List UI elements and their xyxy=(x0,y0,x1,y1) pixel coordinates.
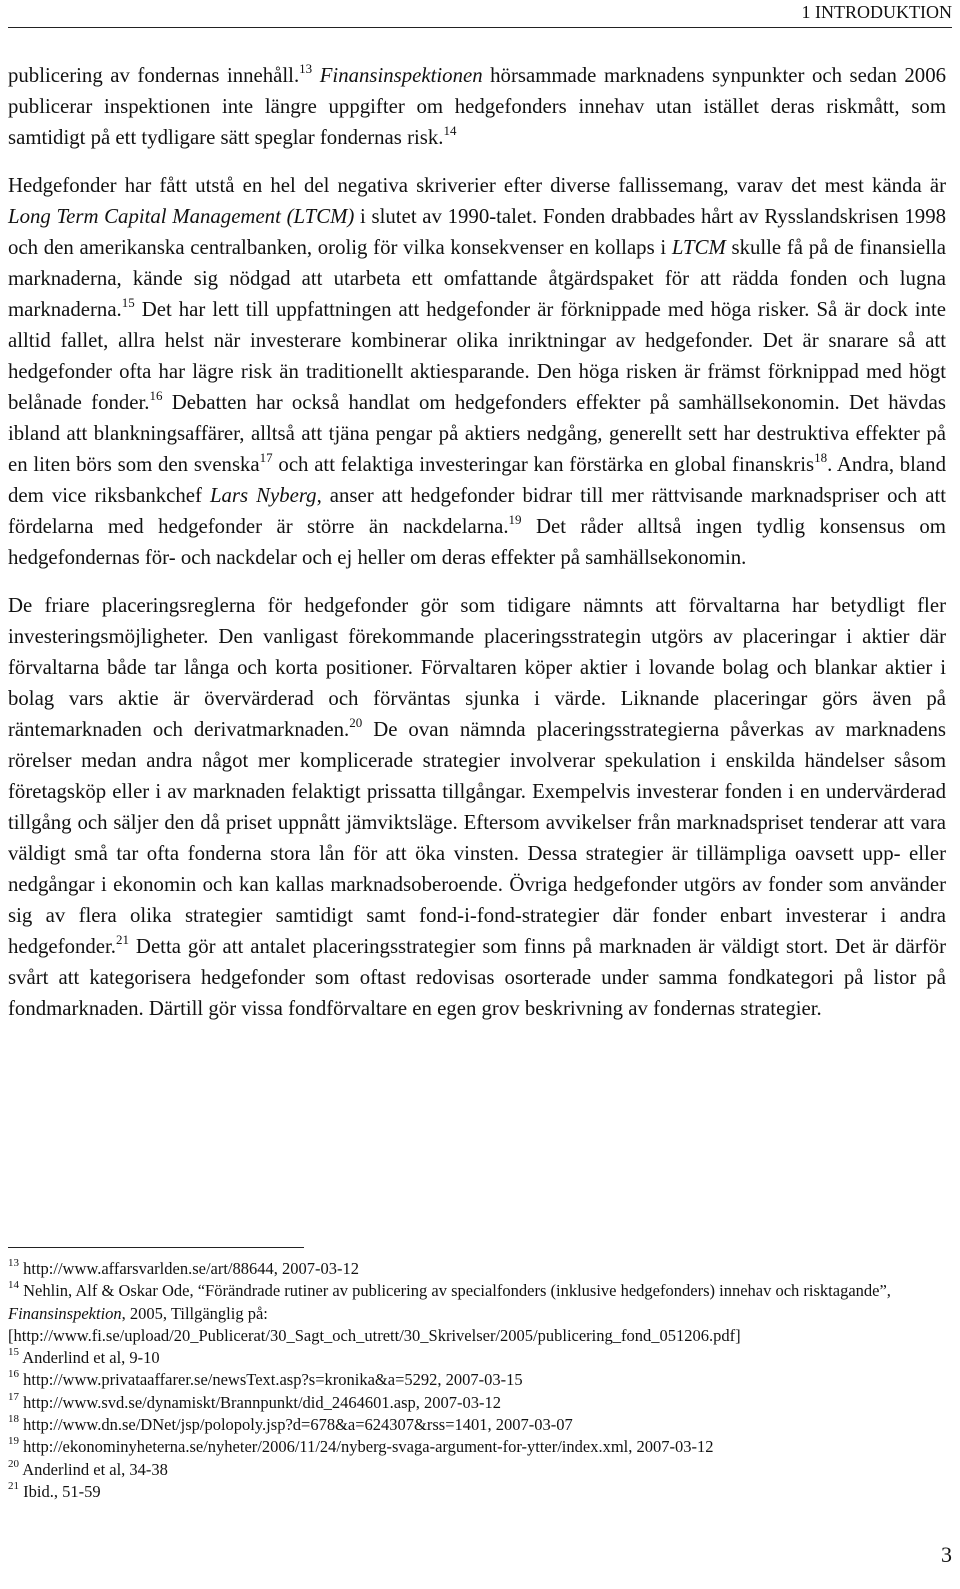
footnote-separator xyxy=(8,1247,304,1248)
text-run: De ovan nämnda placeringsstrategierna påverkas av marknadens rörelser medan andra något mer komplicerade strategier involverar spekulation i enskilda händelser såsom företagsköp eller i av marknaden felaktigt prissatta tillgångar. Exempelvis investerar fonden i en undervärderad tillgång och säljer den då priset uppnått jämviktsläge. Eftersom avvikelser från marknadspriset tenderar att vara väldigt små tar ofta fonderna stora lån för att öka vinsten. Dessa strategier är tillämpliga oavsett upp- eller nedgångar i ekonomin och kan kallas marknadsoberoende. Övriga hedgefonder utgörs av fonder som använder sig av flera olika strategier samtidigt samt fond-i-fond-strategier där fonder enbart investerar i andra hedgefonder. xyxy=(8,718,946,958)
text-run: . Andra, bland dem vice riksbankchef xyxy=(8,453,946,507)
text-run: Det råder alltså ingen tydlig konsensus om hedgefondernas för- och nackdelar och ej heller om deras effekter på samhällsekonomin. xyxy=(8,515,946,569)
footnote-number: 16 xyxy=(8,1368,19,1381)
footnote-13 xyxy=(8,1258,946,1280)
footnote-italic: Finansinspektion xyxy=(8,1303,122,1323)
footnote-18 xyxy=(8,1414,946,1436)
footnote-text: Anderlind et al, 9-10 xyxy=(19,1348,160,1368)
header-rule xyxy=(8,27,952,28)
footnote-ref: 14 xyxy=(443,123,457,138)
footnote-ref: 13 xyxy=(299,61,313,76)
footnote-ref: 20 xyxy=(349,715,363,730)
footnote-ref: 15 xyxy=(121,295,135,310)
paragraph-1 xyxy=(8,60,946,153)
footnote-text: Ibid., 51-59 xyxy=(19,1481,101,1501)
footnote-ref: 17 xyxy=(259,450,273,465)
footnote-number: 18 xyxy=(8,1413,19,1426)
footnote-15 xyxy=(8,1347,946,1369)
footnote-number: 15 xyxy=(8,1346,19,1359)
running-title: 1 INTRODUKTION xyxy=(801,2,952,22)
footnote-ref: 21 xyxy=(116,932,129,947)
text-run: De friare placeringsreglerna för hedgefonder gör som tidigare nämnts att förvaltarna har betydligt fler investeringsmöjligheter. Den vanligast förekommande placeringsstrategin utgörs av placeringar i aktier där förvaltarna både tar långa och korta positioner. Förvaltaren köper aktier i lovande bolag och blankar aktier i bolag vars aktie är övervärderad och förväntas sjunka i värde. Liknande placeringar görs även på räntemarknaden och derivatmarknaden. xyxy=(8,594,946,741)
italic-term: Lars Nyberg xyxy=(209,484,317,507)
footnote-17 xyxy=(8,1392,946,1414)
footnote-ref: 18 xyxy=(814,450,828,465)
text-run: Hedgefonder har fått utstå en hel del negativa skriverier efter diverse fallissemang, varav det mest kända är xyxy=(8,174,946,197)
running-header xyxy=(0,0,960,28)
footnote-text: Anderlind et al, 34-38 xyxy=(19,1459,168,1479)
footnote-number: 17 xyxy=(8,1390,19,1403)
footnote-16 xyxy=(8,1369,946,1391)
text-run: , anser att hedgefonder bidrar till mer rättvisande marknadspriser och att fördelarna med hedgefonder är större än nackdelarna. xyxy=(8,484,946,538)
footnote-text: Nehlin, Alf & Oskar Ode, “Förändrade rutiner av publicering av specialfonders (inklusive hedgefonders) innehav och risktagande”, xyxy=(19,1281,891,1301)
text-run xyxy=(312,64,320,87)
footnote-number: 19 xyxy=(8,1435,19,1448)
footnote-number: 21 xyxy=(8,1479,19,1492)
paragraph-3 xyxy=(8,590,946,1024)
footnote-ref: 19 xyxy=(508,512,522,527)
body-text xyxy=(8,60,946,1024)
footnote-number: 20 xyxy=(8,1457,19,1470)
footnote-text: , 2005, Tillgänglig på: xyxy=(121,1303,268,1323)
italic-term: Finansinspektionen xyxy=(319,64,483,87)
footnote-14 xyxy=(8,1280,946,1347)
footnote-20 xyxy=(8,1459,946,1481)
text-run: i slutet av 1990-talet. Fonden drabbades hårt av Rysslandskrisen 1998 och den amerikanska centralbanken, orolig för vilka konsekvenser en kollaps i xyxy=(8,205,947,259)
footnote-url: [http://www.fi.se/upload/20_Publicerat/30_Sagt_och_utrett/30_Skrivelser/2005/publicering_fond_051206.pdf] xyxy=(8,1325,741,1345)
text-run: Debatten har också handlat om hedgefonders effekter på samhällsekonomin. Det hävdas ibland att blankningsaffärer, alltså att tjäna pengar på aktiers nedgång, generellt sett har destruktiva effekter på en liten börs som den svenska xyxy=(8,391,946,476)
page-number: 3 xyxy=(941,1542,952,1567)
footnote-text: http://www.privataaffarer.se/newsText.asp?s=kronika&a=5292, 2007-03-15 xyxy=(19,1370,523,1390)
footnote-number: 14 xyxy=(8,1279,19,1292)
italic-term: Long Term Capital Management (LTCM) xyxy=(8,205,355,228)
text-run: Detta gör att antalet placeringsstrategier som finns på marknaden är väldigt stort. Det är därför svårt att kategorisera hedgefonder som oftast redovisas osorterade under samma fondkategori på listor på fondmarknaden. Därtill gör vissa fondförvaltare en egen grov beskrivning av fondernas strategier. xyxy=(8,935,946,1020)
footnote-19 xyxy=(8,1436,946,1458)
text-run: hörsammade marknadens synpunkter och sedan 2006 publicerar inspektionen inte längre uppgifter om hedgefonders innehav utan istället deras riskmått, som samtidigt på ett tydligare sätt speglar fondernas risk. xyxy=(8,64,946,149)
footnote-text: http://www.svd.se/dynamiskt/Brannpunkt/did_2464601.asp, 2007-03-12 xyxy=(19,1392,501,1412)
text-run: Det har lett till uppfattningen att hedgefonder är förknippade med höga risker. Så är dock inte alltid fallet, allra helst när investerare kombinerar olika inriktningar av hedgefonder. Det är snarare så att hedgefonder ofta har lägre risk än traditionellt aktiesparande. Den höga risken är främst förknippad med högt belånade fonder. xyxy=(8,298,946,414)
footnote-text: http://www.affarsvarlden.se/art/88644, 2007-03-12 xyxy=(19,1259,360,1278)
footnote-21 xyxy=(8,1481,946,1503)
footnote-text: http://www.dn.se/DNet/jsp/polopoly.jsp?d=678&a=624307&rss=1401, 2007-03-07 xyxy=(19,1415,573,1435)
paragraph-2 xyxy=(8,170,946,573)
text-run: skulle få på de finansiella marknaderna, kände sig nödgad att utarbeta ett omfattande åtgärdspaket för att rädda fonden och lugna marknaderna. xyxy=(8,236,946,321)
footnotes xyxy=(8,1258,946,1503)
italic-term: LTCM xyxy=(671,236,726,259)
footnote-number: 13 xyxy=(8,1257,19,1269)
footnote-text: http://ekonominyheterna.se/nyheter/2006/11/24/nyberg-svaga-argument-for-ytter/index.xml, 2007-03-12 xyxy=(19,1437,714,1457)
text-run: och att felaktiga investeringar kan förstärka en global finanskris xyxy=(272,453,815,476)
text-run: publicering av fondernas innehåll. xyxy=(8,64,300,87)
footnote-ref: 16 xyxy=(149,388,163,403)
